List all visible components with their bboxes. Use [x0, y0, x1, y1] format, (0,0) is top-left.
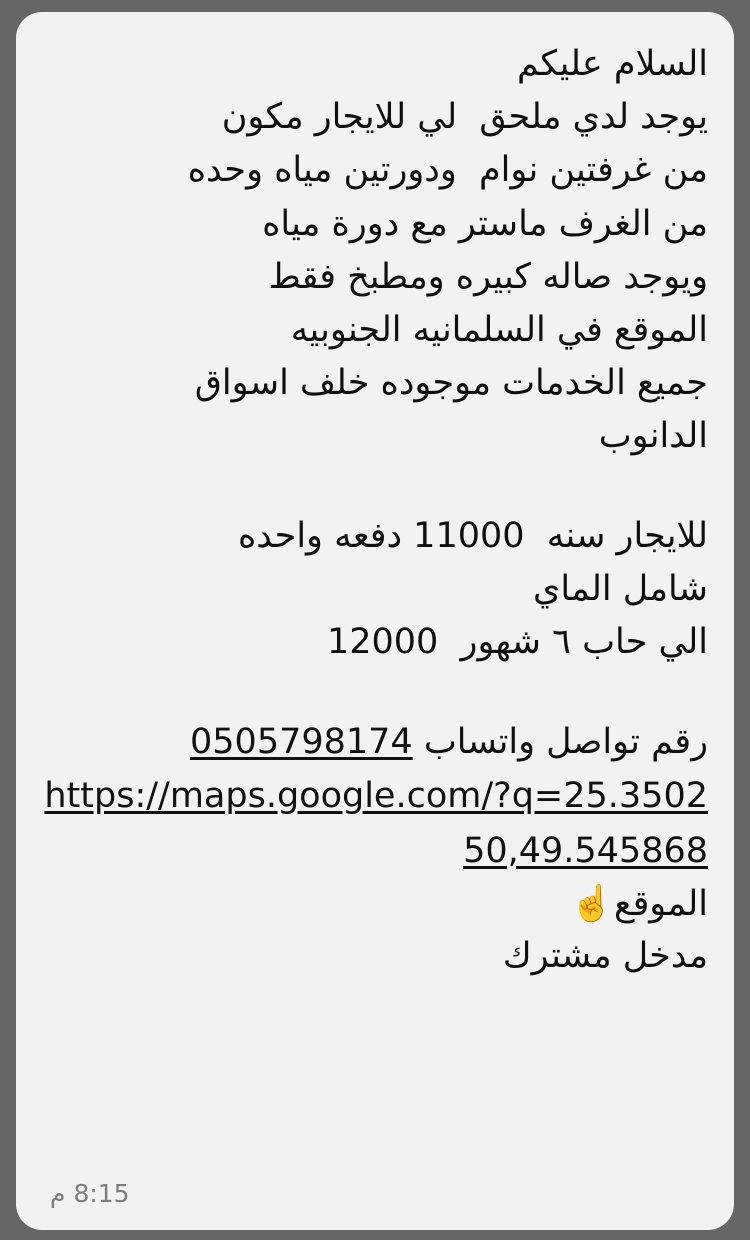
- message-bubble[interactable]: [16, 12, 734, 1230]
- message-body-line-3: من الغرف ماستر مع دورة مياه: [262, 203, 708, 244]
- message-greeting: السلام عليكم: [517, 44, 708, 84]
- footer-note: مدخل مشترك: [502, 936, 708, 977]
- price-line-water: شامل الماي: [532, 568, 708, 609]
- message-body-line-7: الدانوب: [598, 416, 708, 457]
- google-maps-link[interactable]: https://maps.google.com/?q=25.350250,49.545868: [44, 776, 708, 871]
- contact-label: رقم تواصل واتساب: [423, 722, 708, 763]
- whatsapp-phone-link[interactable]: 0505798174: [190, 722, 413, 763]
- location-line: [42, 878, 708, 931]
- message-body-line-2: من غرفتين نوام ودورتين مياه وحده: [187, 150, 708, 191]
- location-label: الموقع: [613, 883, 708, 924]
- message-body-line-4: ويوجد صاله كبيره ومطبخ فقط: [268, 256, 708, 297]
- paragraph-spacer-2: [42, 669, 708, 715]
- map-link-line: [42, 769, 708, 878]
- message-body-line-6: جميع الخدمات موجوده خلف اسواق: [194, 363, 708, 404]
- message-body-line-1: يوجد لدي ملحق لي للايجار مكون: [221, 97, 708, 138]
- message-timestamp: 8:15 م: [50, 1179, 130, 1208]
- price-line-yearly: للايجار سنه 11000 دفعه واحده: [237, 515, 708, 556]
- contact-line: [42, 715, 708, 769]
- pointing-up-icon: ☝️: [570, 883, 614, 924]
- paragraph-spacer-1: [42, 464, 708, 510]
- price-line-semiannual: الي حاب ٦ شهور 12000: [326, 621, 708, 662]
- message-body-line-5: الموقع في السلمانيه الجنوبيه: [290, 309, 708, 350]
